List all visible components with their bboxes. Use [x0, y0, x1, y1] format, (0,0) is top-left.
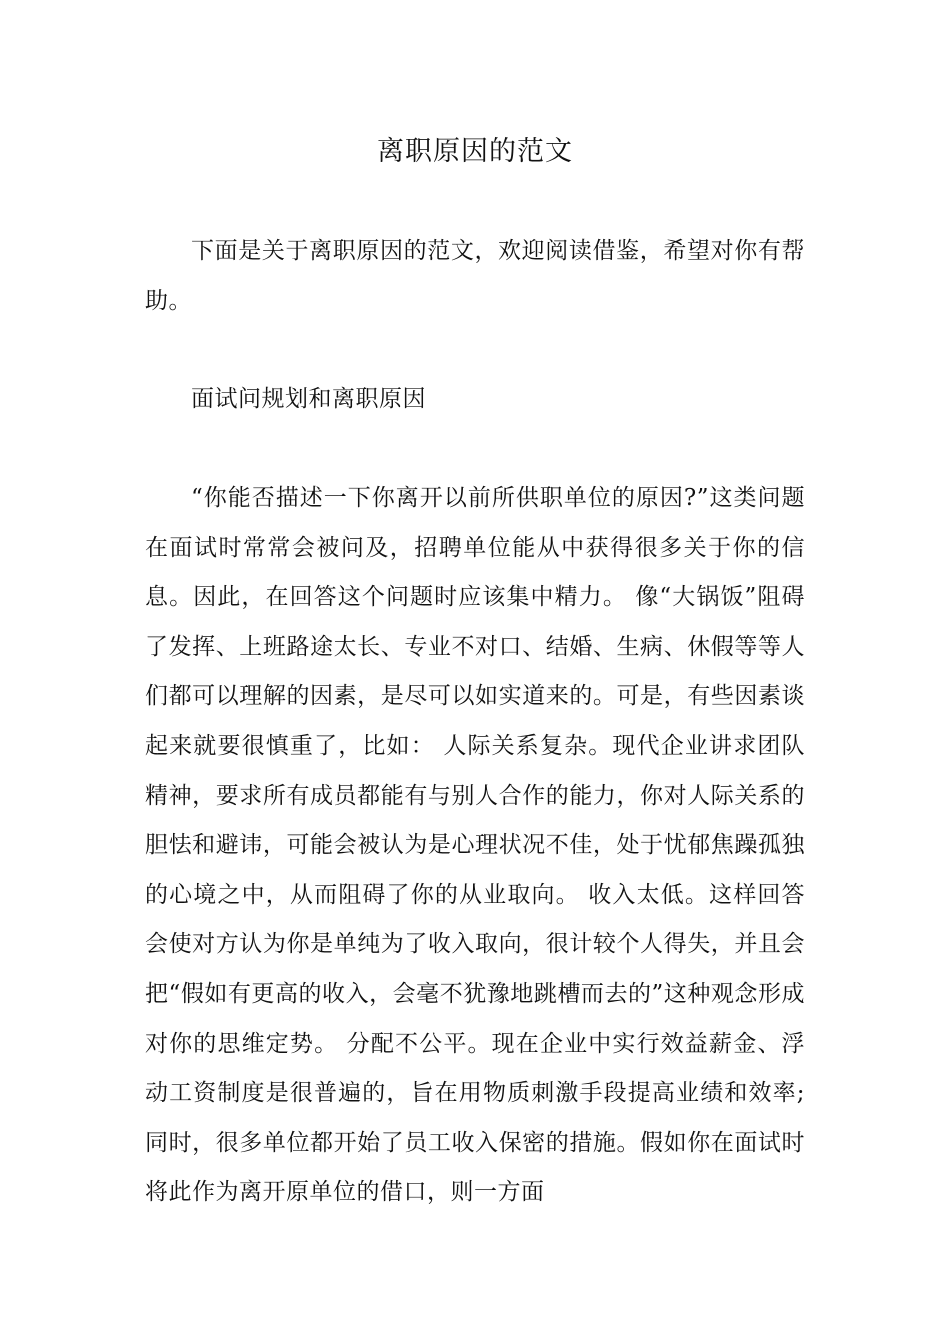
section-heading: 面试问规划和离职原因: [191, 386, 426, 412]
document-title: 离职原因的范文: [377, 136, 573, 167]
body-paragraph: “你能否描述一下你离开以前所供职单位的原因?”这类问题在面试时常常会被问及，招聘单位能从中获得很多关于你的信息。因此，在回答这个问题时应该集中精力。 像“大锅饭”阻碍了发挥、上班路途太长、专业不对口、结婚、生病、休假等等人们都可以理解的因素，是尽可以如实道来的。可是，有些因素谈起来就要很慎重了，比如： 人际关系复杂。现代企业讲求团队精神，要求所有成员都能有与别人合作的能力，你对人际关系的胆怯和避讳，可能会被认为是心理状况不佳，处于忧郁焦躁孤独的心境之中，从而阻碍了你的从业取向。 收入太低。这样回答会使对方认为你是单纯为了收入取向，很计较个人得失，并且会把“假如有更高的收入，会毫不犹豫地跳槽而去的”这种观念形成对你的思维定势。 分配不公平。现在企业中实行效益薪金、浮动工资制度是很普遍的，旨在用物质刺激手段提高业绩和效率;同时，很多单位都开始了员工收入保密的措施。假如你在面试时将此作为离开原单位的借口，则一方面: [145, 485, 805, 1206]
intro-paragraph: 下面是关于离职原因的范文，欢迎阅读借鉴，希望对你有帮助。: [145, 238, 805, 314]
